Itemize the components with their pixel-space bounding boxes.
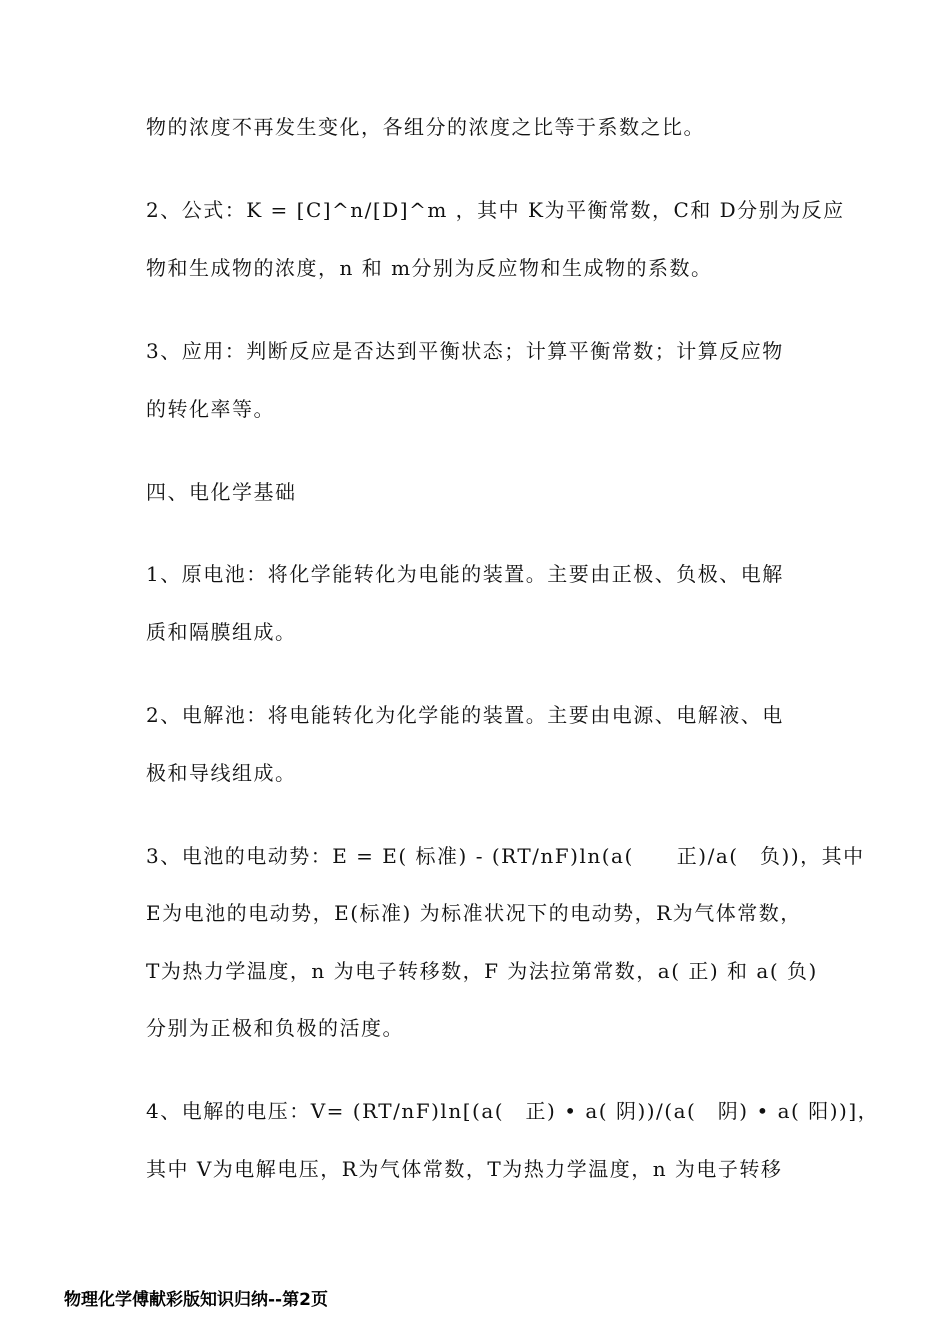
text-line: 质和隔膜组成。 — [146, 620, 297, 644]
text-line: T为热力学温度，n 为电子转移数，F 为法拉第常数，a( 正) 和 a( 负) — [146, 959, 818, 983]
text-line: 4、电解的电压：V= (RT/nF)ln[(a( 正) • a( 阴))/(a( 阴) • a( 阳))]， — [146, 1099, 880, 1123]
text-line: E为电池的电动势，E(标准) 为标准状况下的电动势，R为气体常数， — [146, 901, 802, 925]
text-line: 其中 V为电解电压，R为气体常数，T为热力学温度，n 为电子转移 — [146, 1157, 783, 1181]
text-line: 极和导线组成。 — [146, 761, 297, 785]
text-line: 的转化率等。 — [146, 397, 275, 421]
section-heading: 四、电化学基础 — [146, 480, 297, 504]
page-footer: 物理化学傅献彩版知识归纳--第2页 — [64, 1290, 328, 1310]
text-line: 物的浓度不再发生变化，各组分的浓度之比等于系数之比。 — [146, 115, 705, 139]
text-line: 物和生成物的浓度，n 和 m分别为反应物和生成物的系数。 — [146, 256, 713, 280]
text-line: 2、公式：K = [C]^n/[D]^m ，其中 K为平衡常数，C和 D分别为反应 — [146, 198, 845, 222]
text-line: 1、原电池：将化学能转化为电能的装置。主要由正极、负极、电解 — [146, 562, 784, 586]
text-line: 3、电池的电动势：E = E( 标准) - (RT/nF)ln(a( 正)/a( 负))，其中 — [146, 844, 865, 868]
text-line: 分别为正极和负极的活度。 — [146, 1016, 404, 1040]
text-line: 2、电解池：将电能转化为化学能的装置。主要由电源、电解液、电 — [146, 703, 784, 727]
text-line: 3、应用：判断反应是否达到平衡状态；计算平衡常数；计算反应物 — [146, 339, 784, 363]
